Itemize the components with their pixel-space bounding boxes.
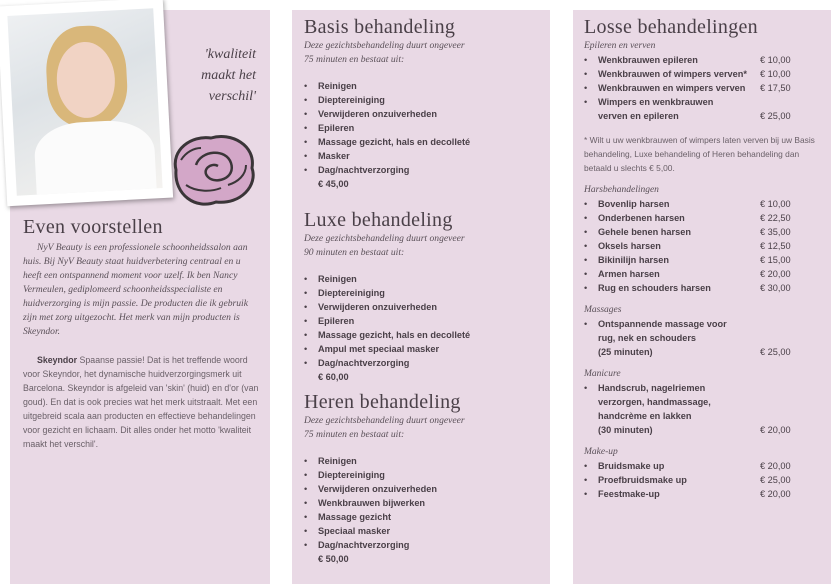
price-list <box>584 381 820 437</box>
treatment-step: • Epileren <box>304 121 540 135</box>
treatment-price: € 12,50 <box>760 241 791 251</box>
treatment-name: • Proefbruidsmake up <box>598 475 687 485</box>
treatment-name: • Bovenlip harsen <box>598 199 670 209</box>
skeyndor-body: Spaanse passie! Dat is het treffende woord voor Skeyndor, het dynamische huidverzorgingsmerk uit Barcelona. Skeyndor is afgeleid van 'skin' (huid) en d'or (van goud). En dat is ook precies wat het merk uitstraalt. Met een uitgebreid scala aan producten en effectieve behandelingen voor gezicht en lichaam. Dit alles onder het motto 'kwaliteit maakt het verschil'. <box>23 355 259 449</box>
treatment-intro: Deze gezichtsbehandeling duurt ongeveer 90 minuten en bestaat uit: <box>304 233 465 258</box>
price-item <box>584 253 820 267</box>
treatment-intro: Deze gezichtsbehandeling duurt ongeveer 75 minuten en bestaat uit: <box>304 415 465 440</box>
treatment-price: € 25,00 <box>760 111 791 121</box>
price-list <box>584 197 820 295</box>
intro-text: NyV Beauty is een professionele schoonheidssalon aan huis. Bij NyV Beauty staat huidverbetering centraal en u heeft een ontspannend moment voor uzelf. Ik ben Nancy Vermeulen, gediplomeerd schoonheidsspecialiste en huidverzorging is mijn passie. De producten die ik gebruik zijn met zorg uitgezocht. Het merk van mijn producten is Skeyndor. <box>23 242 248 337</box>
treatment-price: € 60,00 <box>318 372 349 382</box>
treatment-name: • Oksels harsen <box>598 241 661 251</box>
treatment-price: € 25,00 <box>760 347 791 357</box>
footnote: * Wilt u uw wenkbrauwen of wimpers laten verven bij uw Basis behandeling, Luxe behandeling of Heren behandeling dan betaald u slechts € 5,00. <box>584 135 815 173</box>
price-item <box>584 225 820 239</box>
treatment-step: • Dieptereiniging <box>304 286 540 300</box>
price-item <box>584 197 820 211</box>
treatment-step: • Dag/nachtverzorging <box>304 356 540 370</box>
treatment-step: • Verwijderen onzuiverheden <box>304 107 540 121</box>
treatment-step: • Massage gezicht <box>304 510 540 524</box>
treatment-price: € 30,00 <box>760 283 791 293</box>
treatment-step: • Dieptereiniging <box>304 468 540 482</box>
price-item <box>584 67 820 81</box>
treatment-name: • Ontspannende massage voor rug, nek en schouders (25 minuten) <box>598 319 727 357</box>
price-item <box>584 281 820 295</box>
treatment-price: € 15,00 <box>760 255 791 265</box>
treatment-name: • Wenkbrauwen of wimpers verven* <box>598 69 747 79</box>
treatment-price: € 20,00 <box>760 489 791 499</box>
treatment-step: • Ampul met speciaal masker <box>304 342 540 356</box>
price-item <box>584 487 820 501</box>
treatment-name: • Feestmake-up <box>598 489 660 499</box>
price-item <box>584 317 820 359</box>
category-heading: Harsbehandelingen <box>584 185 659 195</box>
category-heading: Make-up <box>584 447 618 457</box>
treatment-section <box>304 209 540 384</box>
treatment-steps <box>304 272 540 370</box>
treatment-price: € 20,00 <box>760 461 791 471</box>
treatment-name: • Armen harsen <box>598 269 660 279</box>
treatment-step: • Epileren <box>304 314 540 328</box>
treatment-step: • Reinigen <box>304 454 540 468</box>
treatment-section <box>304 16 540 191</box>
treatment-step: • Dag/nachtverzorging <box>304 163 540 177</box>
treatment-name: • Wimpers en wenkbrauwen verven en epileren <box>598 97 714 121</box>
treatment-price: € 17,50 <box>760 83 791 93</box>
treatment-price: € 45,00 <box>318 179 349 189</box>
treatment-price: € 20,00 <box>760 269 791 279</box>
category-heading: Epileren en verven <box>584 41 656 51</box>
treatment-intro: Deze gezichtsbehandeling duurt ongeveer 75 minuten en bestaat uit: <box>304 40 465 65</box>
price-list <box>584 317 820 359</box>
price-item <box>584 81 820 95</box>
treatment-price: € 10,00 <box>760 69 791 79</box>
brand-name: Skeyndor <box>37 355 78 365</box>
treatment-price: € 22,50 <box>760 213 791 223</box>
rose-illustration <box>166 130 260 210</box>
price-item <box>584 381 820 437</box>
treatment-name: • Bikinilijn harsen <box>598 255 669 265</box>
treatment-step: • Massage gezicht, hals en decolleté <box>304 328 540 342</box>
treatment-name: • Gehele benen harsen <box>598 227 691 237</box>
price-item <box>584 95 820 123</box>
treatment-step: • Dieptereiniging <box>304 93 540 107</box>
price-list <box>584 459 820 501</box>
treatment-name: • Bruidsmake up <box>598 461 665 471</box>
price-item <box>584 239 820 253</box>
treatment-title: Luxe behandeling <box>304 209 453 231</box>
price-item <box>584 459 820 473</box>
portrait-photo <box>0 0 173 206</box>
treatment-title: Heren behandeling <box>304 391 461 413</box>
price-item <box>584 211 820 225</box>
treatment-step: • Verwijderen onzuiverheden <box>304 300 540 314</box>
treatment-steps <box>304 454 540 552</box>
category-heading: Manicure <box>584 369 621 379</box>
treatment-steps <box>304 79 540 177</box>
treatment-step: • Massage gezicht, hals en decolleté <box>304 135 540 149</box>
treatment-price: € 10,00 <box>760 55 791 65</box>
treatment-step: • Wenkbrauwen bijwerken <box>304 496 540 510</box>
treatment-step: • Speciaal masker <box>304 524 540 538</box>
treatment-step: • Masker <box>304 149 540 163</box>
treatment-step: • Dag/nachtverzorging <box>304 538 540 552</box>
treatment-step: • Reinigen <box>304 272 540 286</box>
treatment-price: € 25,00 <box>760 475 791 485</box>
treatment-section <box>304 391 540 566</box>
treatment-name: • Onderbenen harsen <box>598 213 685 223</box>
quote: 'kwaliteit maakt het verschil' <box>201 47 256 104</box>
treatment-name: • Wenkbrauwen epileren <box>598 55 698 65</box>
treatment-name: • Wenkbrauwen en wimpers verven <box>598 83 746 93</box>
losse-title: Losse behandelingen <box>584 16 758 38</box>
skeyndor-text <box>23 353 259 451</box>
treatment-price: € 10,00 <box>760 199 791 209</box>
treatment-price: € 20,00 <box>760 425 791 435</box>
treatment-step: • Reinigen <box>304 79 540 93</box>
price-item <box>584 473 820 487</box>
price-item <box>584 53 820 67</box>
treatment-price: € 50,00 <box>318 554 349 564</box>
category-heading: Massages <box>584 305 622 315</box>
price-item <box>584 267 820 281</box>
price-list <box>584 53 820 123</box>
intro-title: Even voorstellen <box>23 216 163 238</box>
treatment-name: • Rug en schouders harsen <box>598 283 711 293</box>
treatment-title: Basis behandeling <box>304 16 456 38</box>
treatment-name: • Handscrub, nagelriemen verzorgen, handmassage, handcrème en lakken (30 minuten) <box>598 383 711 435</box>
treatment-price: € 35,00 <box>760 227 791 237</box>
treatment-step: • Verwijderen onzuiverheden <box>304 482 540 496</box>
